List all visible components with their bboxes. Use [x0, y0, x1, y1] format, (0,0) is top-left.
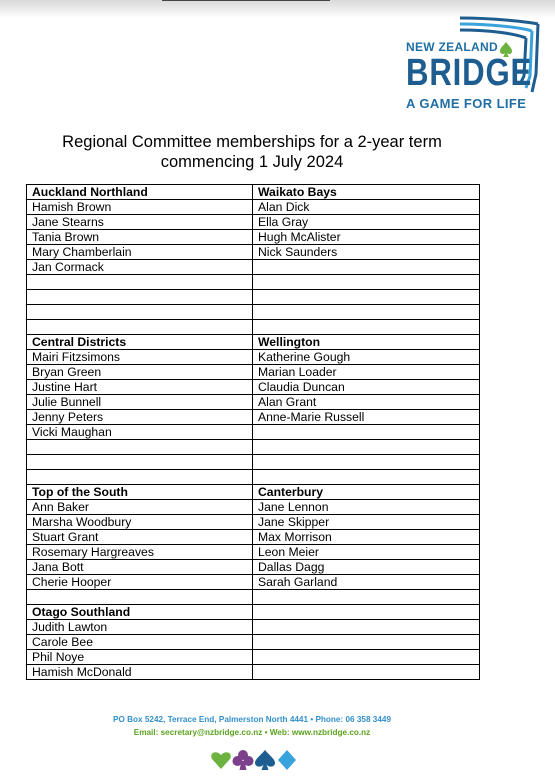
empty-cell	[253, 590, 480, 605]
member-name-cell: Alan Grant	[253, 395, 480, 410]
table-row	[27, 305, 480, 320]
title-line-2: commencing 1 July 2024	[160, 153, 344, 171]
member-name-cell: Hamish McDonald	[27, 665, 253, 680]
region-header-row	[27, 485, 480, 500]
table-row	[27, 650, 480, 665]
table-row	[27, 515, 480, 530]
club-icon	[232, 749, 254, 771]
table-row	[27, 365, 480, 380]
member-name-cell: Jane Stearns	[27, 215, 253, 230]
footer	[0, 713, 504, 739]
empty-cell	[27, 470, 253, 485]
member-name-cell: Anne-Marie Russell	[253, 410, 480, 425]
footer-email-label: Email:	[133, 728, 161, 737]
empty-cell	[27, 440, 253, 455]
table-row	[27, 290, 480, 305]
committee-table-body	[27, 185, 480, 680]
footer-email-link[interactable]: secretary@nzbridge.co.nz	[160, 728, 263, 737]
member-name-cell: Jenny Peters	[27, 410, 253, 425]
region-name-cell: Top of the South	[27, 485, 253, 500]
member-name-cell: Dallas Dagg	[253, 560, 480, 575]
spade-icon	[254, 749, 276, 771]
empty-cell	[253, 260, 480, 275]
member-name-cell: Leon Meier	[253, 545, 480, 560]
empty-cell	[253, 320, 480, 335]
region-name-cell: Otago Southland	[27, 605, 253, 620]
table-row	[27, 440, 480, 455]
region-header-row	[27, 605, 480, 620]
footer-address: PO Box 5242, Terrace End, Palmerston North 4441 • Phone: 06 358 3449	[112, 715, 392, 724]
diamond-icon	[276, 749, 298, 771]
member-name-cell: Katherine Gough	[253, 350, 480, 365]
member-name-cell: Jan Cormack	[27, 260, 253, 275]
member-name-cell: Nick Saunders	[253, 245, 480, 260]
member-name-cell: Jane Skipper	[253, 515, 480, 530]
member-name-cell: Rosemary Hargreaves	[27, 545, 253, 560]
empty-cell	[27, 320, 253, 335]
empty-cell	[27, 275, 253, 290]
member-name-cell: Claudia Duncan	[253, 380, 480, 395]
table-row	[27, 560, 480, 575]
heart-icon	[210, 749, 232, 771]
member-name-cell: Stuart Grant	[27, 530, 253, 545]
empty-cell	[253, 650, 480, 665]
table-row	[27, 545, 480, 560]
empty-cell	[27, 455, 253, 470]
table-row	[27, 530, 480, 545]
logo-tagline: A GAME FOR LIFE	[406, 96, 527, 111]
region-name-cell: Waikato Bays	[253, 185, 480, 200]
member-name-cell: Ann Baker	[27, 500, 253, 515]
empty-cell	[27, 305, 253, 320]
member-name-cell: Julie Bunnell	[27, 395, 253, 410]
region-name-cell: Auckland Northland	[27, 185, 253, 200]
table-row	[27, 350, 480, 365]
table-row	[27, 380, 480, 395]
table-row	[27, 200, 480, 215]
table-row	[27, 215, 480, 230]
member-name-cell: Tania Brown	[27, 230, 253, 245]
member-name-cell: Phil Noye	[27, 650, 253, 665]
member-name-cell: Jane Lennon	[253, 500, 480, 515]
region-name-cell: Wellington	[253, 335, 480, 350]
member-name-cell: Hamish Brown	[27, 200, 253, 215]
table-row	[27, 635, 480, 650]
member-name-cell: Ella Gray	[253, 215, 480, 230]
empty-cell	[253, 440, 480, 455]
region-header-row	[27, 335, 480, 350]
table-row	[27, 230, 480, 245]
logo-line-2: BRIDGE	[406, 52, 533, 94]
table-row	[27, 260, 480, 275]
member-name-cell: Bryan Green	[27, 365, 253, 380]
table-row	[27, 410, 480, 425]
footer-contact	[0, 726, 504, 739]
member-name-cell: Vicki Maughan	[27, 425, 253, 440]
member-name-cell: Justine Hart	[27, 380, 253, 395]
member-name-cell: Alan Dick	[253, 200, 480, 215]
table-row	[27, 575, 480, 590]
member-name-cell: Cherie Hooper	[27, 575, 253, 590]
member-name-cell: Marian Loader	[253, 365, 480, 380]
table-row	[27, 320, 480, 335]
empty-cell	[253, 290, 480, 305]
table-row	[27, 665, 480, 680]
table-row	[27, 470, 480, 485]
empty-cell	[253, 665, 480, 680]
table-row	[27, 620, 480, 635]
top-rule	[162, 0, 330, 1]
empty-cell	[253, 605, 480, 620]
card-suits	[210, 749, 300, 773]
table-row	[27, 425, 480, 440]
empty-cell	[27, 290, 253, 305]
member-name-cell: Max Morrison	[253, 530, 480, 545]
region-header-row	[27, 185, 480, 200]
member-name-cell: Marsha Woodbury	[27, 515, 253, 530]
member-name-cell: Judith Lawton	[27, 620, 253, 635]
document-title	[0, 132, 504, 172]
table-row	[27, 455, 480, 470]
empty-cell	[253, 305, 480, 320]
empty-cell	[253, 470, 480, 485]
member-name-cell: Mairi Fitzsimons	[27, 350, 253, 365]
member-name-cell: Jana Bott	[27, 560, 253, 575]
committee-table	[26, 184, 480, 680]
empty-cell	[253, 620, 480, 635]
empty-cell	[253, 425, 480, 440]
region-name-cell: Canterbury	[253, 485, 480, 500]
nz-bridge-logo	[400, 14, 542, 116]
empty-cell	[27, 590, 253, 605]
footer-web-link[interactable]: www.nzbridge.co.nz	[291, 728, 371, 737]
table-row	[27, 245, 480, 260]
empty-cell	[253, 455, 480, 470]
member-name-cell: Carole Bee	[27, 635, 253, 650]
empty-cell	[253, 275, 480, 290]
member-name-cell: Sarah Garland	[253, 575, 480, 590]
member-name-cell: Hugh McAlister	[253, 230, 480, 245]
region-name-cell: Central Districts	[27, 335, 253, 350]
table-row	[27, 500, 480, 515]
empty-cell	[253, 635, 480, 650]
member-name-cell: Mary Chamberlain	[27, 245, 253, 260]
table-row	[27, 395, 480, 410]
footer-web-label: • Web:	[262, 728, 292, 737]
table-row	[27, 275, 480, 290]
title-line-1: Regional Committee memberships for a 2-year term	[62, 133, 442, 151]
logo-line-1: NEW ZEALAND	[406, 40, 498, 54]
table-row	[27, 590, 480, 605]
